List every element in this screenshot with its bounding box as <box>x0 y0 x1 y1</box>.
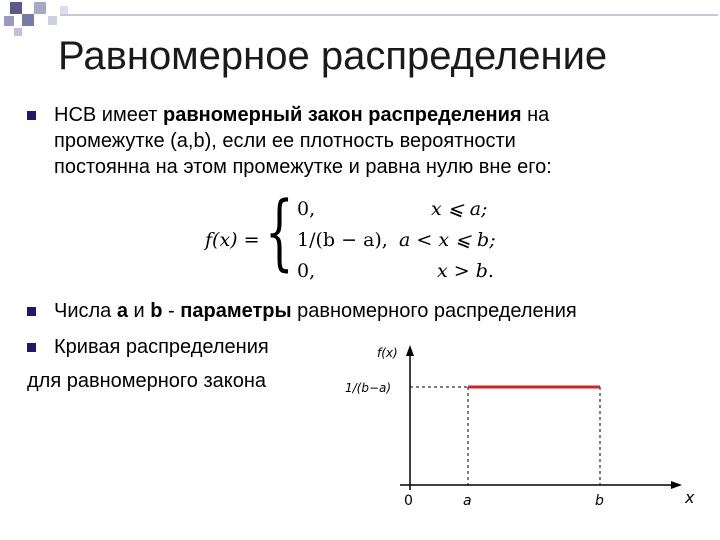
x-tick-label: a <box>463 493 472 509</box>
formula-case-value: 0, <box>297 198 316 220</box>
intro-bold: равномерный закон распределения <box>163 104 522 126</box>
params-text-1: Числа <box>54 300 117 322</box>
params-text-2: равномерного распределения <box>291 300 577 322</box>
x-tick-label: 0 <box>404 493 413 509</box>
intro-text-2: на <box>521 104 550 126</box>
y-tick-label: 1/(b−a) <box>345 381 392 395</box>
formula-lhs: f(x) = <box>205 229 260 251</box>
page-title: Равномерное распределение <box>58 34 608 78</box>
x-axis-label: x <box>685 488 695 507</box>
intro-text-1: НСВ имеет <box>54 104 164 126</box>
param-a: a <box>116 300 128 322</box>
curve-line-1: Кривая распределения <box>54 336 269 358</box>
formula-brace: { <box>265 185 294 280</box>
x-tick-label: b <box>595 493 604 509</box>
y-axis-label: f(x) <box>377 346 398 360</box>
formula-case-condition: x > b. <box>437 260 494 282</box>
intro-line2: промежутке (a,b), если ее плотность вероятности <box>54 130 516 152</box>
y-axis-arrow-icon <box>406 345 414 356</box>
x-axis-arrow-icon <box>671 481 682 489</box>
intro-line3: постоянна на этом промежутке и равна нулю вне его: <box>54 156 552 178</box>
param-b: b <box>150 300 163 322</box>
formula-case-value: 0, <box>297 260 316 282</box>
curve-line-2: для равномерного закона <box>27 370 267 392</box>
params-dash: - <box>162 300 181 322</box>
formula-case-value: 1/(b − a), <box>297 229 388 251</box>
formula-case-condition: a < x ⩽ b; <box>399 229 496 251</box>
formula-case-condition: x ⩽ a; <box>431 198 488 220</box>
params-bold: параметры <box>180 300 292 322</box>
params-text-mid: и <box>127 300 151 322</box>
